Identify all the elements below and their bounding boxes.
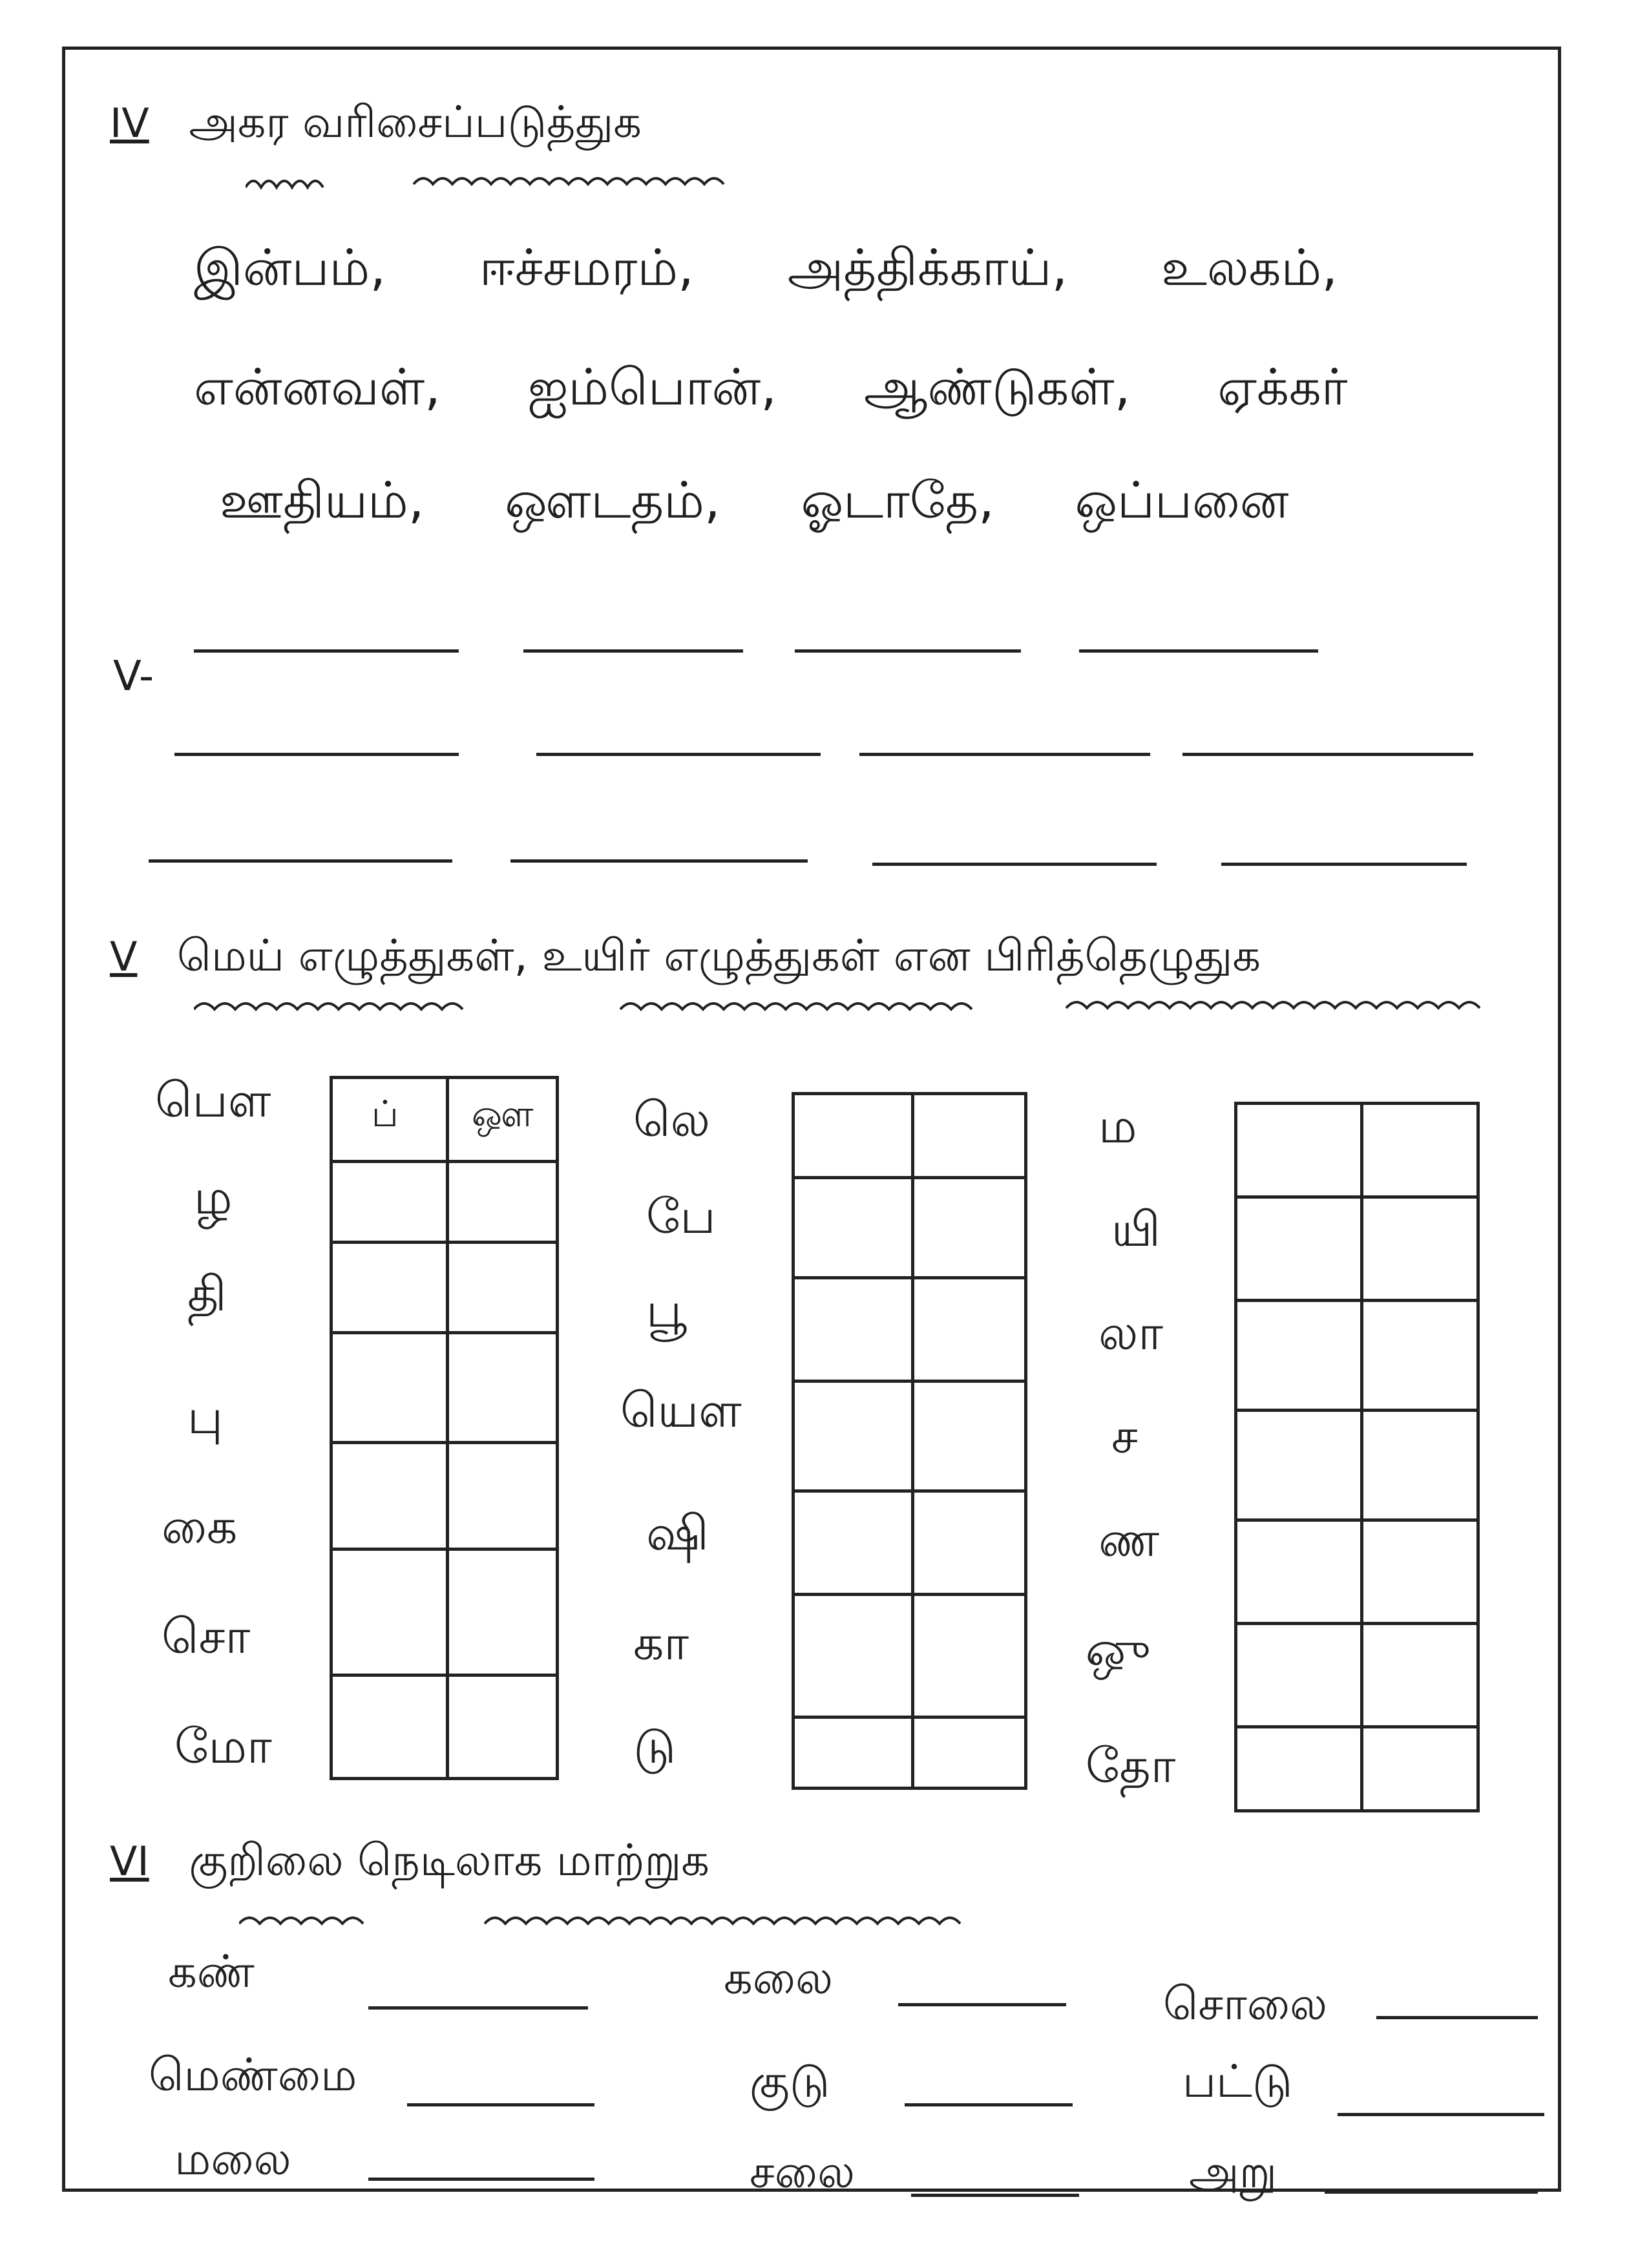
table-header-consonant: ப் (372, 1093, 399, 1135)
answer-blank[interactable] (407, 2103, 594, 2106)
short-word: சொலை (1163, 1977, 1328, 2030)
word-item: அத்திக்காய் (787, 239, 1052, 297)
section-4-heading (110, 97, 642, 154)
answer-blank[interactable] (859, 753, 1150, 756)
word-item: ஏக்கர் (1217, 359, 1348, 417)
section-6-underline-squiggle (239, 1909, 1014, 1929)
answer-marker: V- (113, 653, 154, 700)
short-word: கண் (168, 1945, 255, 1998)
word-item: உலகம் (1161, 239, 1322, 297)
letter-item: யௌ (620, 1383, 742, 1438)
split-table-3 (1234, 1102, 1480, 1812)
short-word: கலை (724, 1951, 834, 2004)
word-item: ஓடாதே (801, 472, 979, 530)
letter-item: ழ (194, 1170, 233, 1225)
answer-blank[interactable] (911, 2194, 1079, 2197)
answer-blank[interactable] (1376, 2016, 1538, 2019)
letter-item: ண (1098, 1512, 1160, 1568)
section-4-underline-squiggle (246, 171, 737, 191)
answer-blank[interactable] (905, 2103, 1073, 2106)
short-word: பட்டு (1182, 2055, 1293, 2108)
letter-item: லெ (633, 1092, 711, 1148)
short-word: மெண்மை (149, 2048, 357, 2101)
letter-item: ம (1098, 1098, 1137, 1154)
letter-item: பே (646, 1189, 716, 1244)
answer-blank[interactable] (1325, 2190, 1538, 2194)
word-item: ஊதியம் (220, 472, 408, 530)
letter-item: ச (1111, 1409, 1138, 1464)
section-4-number: IV (110, 100, 149, 147)
short-word: சலை (750, 2145, 856, 2198)
answer-blank[interactable] (1079, 649, 1318, 653)
answer-blank[interactable] (368, 2178, 594, 2181)
letter-item: மோ (174, 1719, 272, 1774)
split-table-1 (330, 1076, 559, 1780)
word-item: ஔடதம் (505, 472, 704, 530)
section-4-word-row-3: ஊதியம், ஔடதம், ஓடாதே, ஒப்பனை (220, 472, 1289, 530)
letter-item: தோ (1086, 1738, 1176, 1794)
answer-blank[interactable] (149, 859, 452, 863)
answer-blank[interactable] (872, 863, 1157, 866)
section-6-heading (110, 1835, 709, 1892)
table-header-vowel: ஔ (472, 1093, 534, 1135)
answer-blank[interactable] (1182, 753, 1473, 756)
letter-item: பௌ (155, 1073, 271, 1128)
letter-item: ஒு (1086, 1622, 1151, 1677)
section-4-title: அகர வரிசைப்படுத்துக (189, 97, 642, 148)
answer-blank[interactable] (536, 753, 821, 756)
answer-blank[interactable] (368, 2006, 588, 2010)
section-5-heading (110, 930, 1261, 987)
letter-item: சொ (162, 1609, 251, 1664)
short-word: அறு (1189, 2145, 1277, 2198)
letter-item: ஷி (646, 1506, 709, 1561)
section-4-word-row-1: இன்பம், ஈச்சமரம், அத்திக்காய், உலகம், (194, 239, 1338, 297)
letter-item: யி (1111, 1202, 1161, 1257)
answer-blank[interactable] (523, 649, 743, 653)
word-item: ஈச்சமரம் (479, 239, 678, 297)
answer-blank[interactable] (1338, 2113, 1544, 2116)
section-6-number: VI (110, 1838, 149, 1885)
letter-item: பு (187, 1389, 224, 1445)
word-item: இன்பம் (194, 239, 370, 297)
answer-blank[interactable] (795, 649, 1021, 653)
letter-item: பூ (646, 1283, 687, 1338)
word-item: ஒப்பனை (1075, 472, 1289, 530)
split-table-2 (792, 1092, 1027, 1790)
answer-blank[interactable] (1221, 863, 1467, 866)
letter-item: கா (633, 1615, 689, 1671)
section-5-number: V (110, 933, 138, 980)
section-4-word-row-2: என்னவள், ஐம்பொன், ஆண்டுகள், ஏக்கர் (194, 359, 1348, 417)
letter-item: டு (633, 1719, 677, 1774)
word-item: ஆண்டுகள் (863, 359, 1115, 417)
section-5-title: மெய் எழுத்துகள், உயிர் எழுத்துகள் என பிரித்தெழுதுக (177, 930, 1261, 982)
answer-blank[interactable] (174, 753, 459, 756)
letter-item: லா (1098, 1305, 1164, 1361)
section-6-title: குறிலை நெடிலாக மாற்றுக (189, 1835, 709, 1886)
word-item: ஐம்பொன் (527, 359, 761, 417)
answer-blank[interactable] (898, 2003, 1066, 2006)
short-word: மலை (174, 2132, 291, 2185)
word-item: என்னவள் (194, 359, 425, 417)
answer-blank[interactable] (510, 859, 808, 863)
answer-blank[interactable] (194, 649, 459, 653)
short-word: குடு (750, 2055, 830, 2108)
letter-item: தி (187, 1266, 227, 1322)
section-5-underline-squiggle (194, 995, 1512, 1014)
letter-item: கை (162, 1499, 238, 1555)
